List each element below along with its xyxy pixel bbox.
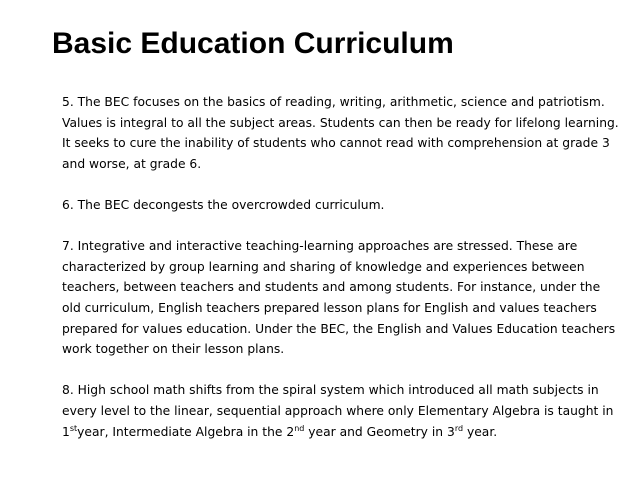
paragraph-7: 7. Integrative and interactive teaching-learning approaches are stressed. These are characterized by group learning and sharing of knowledge and experiences between teachers, between teachers and students and among students. For instance, under the old curriculum, English teachers prepared lesson plans for English and values teachers prepared for values education. Under the BEC, the English and Values Education teachers work together on their lesson plans. <box>62 239 616 357</box>
superscript-rd: rd <box>454 423 464 433</box>
paragraph-8-text-4: year. <box>463 424 498 439</box>
slide-body <box>62 92 622 442</box>
paragraph-8 <box>62 380 622 442</box>
paragraph-8-text-3: year and Geometry in 3 <box>304 424 455 439</box>
superscript-st: st <box>69 423 78 433</box>
slide-title: Basic Education Curriculum <box>52 27 454 60</box>
paragraph-8-text-1: 8. High school math shifts from the spiral system which introduced all math subjects in every level to the linear, sequential approach where only Elementary Algebra is taught in 1 <box>62 383 614 439</box>
paragraph-6: 6. The BEC decongests the overcrowded curriculum. <box>62 197 385 212</box>
paragraph-8-text-2: year, Intermediate Algebra in the 2 <box>77 424 295 439</box>
superscript-nd: nd <box>294 423 305 433</box>
paragraph-5: 5. The BEC focuses on the basics of reading, writing, arithmetic, science and patriotism. Values is integral to all the subject areas. Students can then be ready for lifelong learning. It seeks to cure the inability of students who cannot read with comprehension at grade 3 and worse, at grade 6. <box>62 95 619 171</box>
